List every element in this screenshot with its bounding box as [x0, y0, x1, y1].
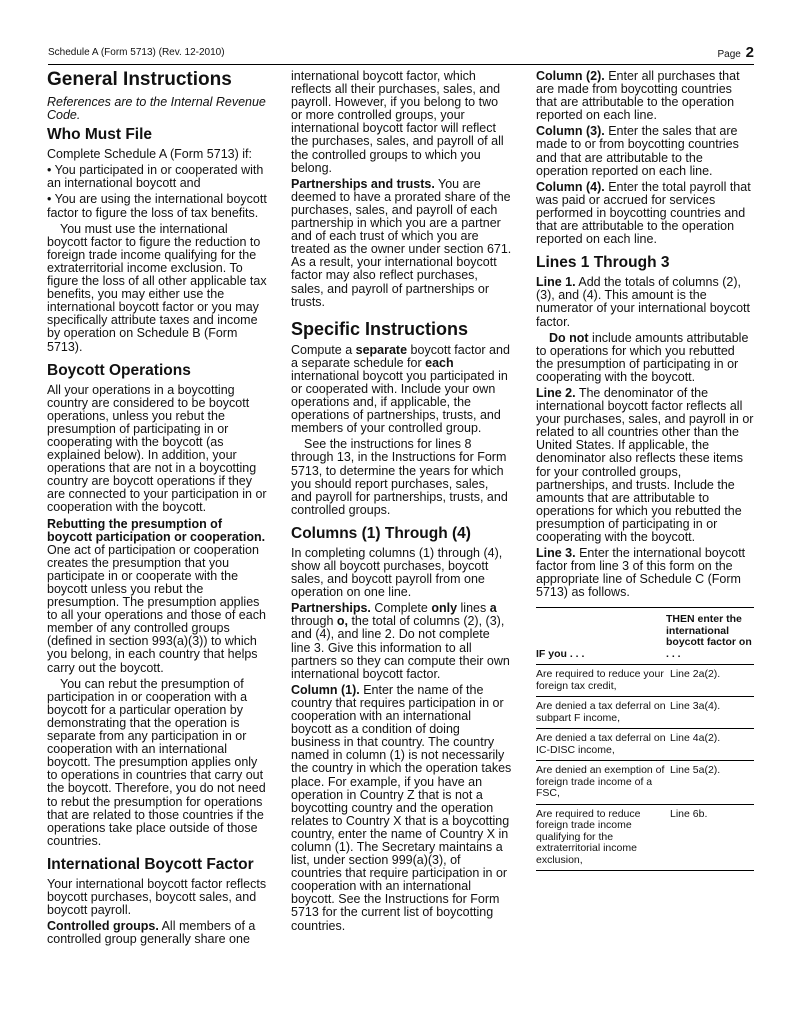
- table-row: Are denied a tax deferral on subpart F income, Line 3a(4).: [536, 697, 754, 729]
- ops-p1: All your operations in a boycotting country are considered to be boycott operations, unless you rebut the presumption of participating in or cooperating with the boycott (as explained below). In addition, your operations that are not in a boycotting country are boycott operations if they are connected to your participation in or cooperation with the boycott.: [47, 382, 267, 515]
- partnerships-p: Partnerships. Complete only lines a through o, the total of columns (2), (3), and (4), and line 2. Do not complete line 3. Give this information to all partners so they can compute their own international boycott factor.: [291, 601, 510, 681]
- table-row: Are required to reduce foreign trade income qualifying for the extraterritorial income exclusion, Line 6b.: [536, 805, 754, 872]
- table-header: [536, 607, 754, 665]
- intro-text: References are to the Internal Revenue Code.: [47, 95, 266, 123]
- who-bullet-1: • You participated in or cooperated with an international boycott and: [47, 163, 264, 191]
- specific-p1: Compute a separate boycott factor and a separate schedule for each international boycott you participated in or cooperated with. Include your own operations and, if applicable, the operations of partnerships, trusts, and members of your controlled group.: [291, 342, 510, 436]
- table-row: Are denied an exemption of foreign trade income of a FSC, Line 5a(2).: [536, 761, 754, 805]
- cont-p: international boycott factor, which reflects all their purchases, sales, and payroll. However, if you belong to two or more controlled groups, your international boycott factor will reflect the purchases, sales, and payroll of all the controlled groups to which you belong.: [291, 69, 504, 175]
- ibf-p1: Your international boycott factor reflects boycott purchases, boycott sales, and boycott payroll.: [47, 876, 267, 918]
- table-row: Are denied a tax deferral on IC-DISC income, Line 4a(2).: [536, 729, 754, 761]
- who-must-file-heading: Who Must File: [47, 126, 153, 144]
- form-identifier: Schedule A (Form 5713) (Rev. 12-2010): [48, 47, 225, 58]
- page-label: Page: [717, 49, 741, 60]
- who-p1: Complete Schedule A (Form 5713) if:: [47, 147, 252, 162]
- page-number: [718, 44, 754, 61]
- line-2-p: Line 2. The denominator of the international boycott factor reflects all your purchases, sales, and payroll in or related to all countries other than the United States. If applicable, the denominator also reflects these items for your controlled groups, partnerships, and trusts. Include the amounts that are attributable to operations for which you rebutted the presumption of participating in or cooperating with the boycott.: [536, 385, 754, 544]
- specific-instructions-heading: Specific Instructions: [291, 318, 469, 339]
- column-4-p: Column (4). Enter the total payroll that was paid or accrued for services performed in boycotting countries and that are attributable to the operation reported on each line.: [536, 179, 751, 247]
- column-2-p: Column (2). Enter all purchases that are made from boycotting countries that are attributable to the operation reported on each line.: [536, 69, 740, 123]
- rebut-p2: You can rebut the presumption of participation in or cooperation with a boycott for a particular operation by demonstrating that the operation is separate from any participation in or cooperation with an international boycott. The presumption applies only to operations in countries that carry out the boycott. Therefore, you do not need to rebut the presumption for operations that are related to those countries if the operations take place outside of those countries.: [47, 676, 266, 848]
- who-p2: You must use the international boycott factor to figure the reduction to foreign trade income qualifying for the extraterritorial income exclusion. To figure the loss of all other applicable tax benefits, you may either use the international boycott factor or you may specifically attribute taxes and income by operation on Schedule B (Form 5713).: [47, 221, 267, 354]
- lines-heading: Lines 1 Through 3: [536, 254, 670, 272]
- controlled-groups-p: Controlled groups. All members of a controlled group generally share one: [47, 919, 256, 947]
- column-3-p: Column (3). Enter the sales that are made to or from boycotting countries and that are attributable to the operation reported on each line.: [536, 124, 739, 178]
- boycott-operations-heading: Boycott Operations: [47, 361, 191, 379]
- factor-table: [536, 607, 754, 871]
- header-if: IF you . . .: [536, 647, 585, 660]
- rebut-p1: Rebutting the presumption of boycott participation or cooperation. One act of participation or cooperation creates the presumption that you participate in or cooperate with the boycott unless you rebut the presumption. The presumption applies to all your operations and those of each member of any controlled groups (defined in section 993(a)(3)) to which you belong, in each country that helps carry out the boycott.: [47, 516, 266, 675]
- table-row: Are required to reduce your foreign tax credit, Line 2a(2).: [536, 665, 754, 697]
- column-1: [47, 70, 267, 949]
- column-2: [291, 70, 512, 936]
- who-bullet-2: • You are using the international boycott factor to figure the loss of tax benefits.: [47, 192, 267, 220]
- line-1-p: Line 1. Add the totals of columns (2), (3), and (4). This amount is the numerator of your international boycott factor.: [536, 275, 751, 329]
- columns-p1: In completing columns (1) through (4), show all boycott purchases, boycott sales, and boycott payroll from one operation on one line.: [291, 545, 503, 600]
- page-header: [48, 44, 754, 65]
- general-instructions-heading: General Instructions: [47, 69, 232, 90]
- do-not-p: Do not include amounts attributable to operations for which you rebutted the presumption of participating in or cooperating with the boycott.: [536, 330, 749, 384]
- international-boycott-factor-heading: International Boycott Factor: [47, 855, 254, 873]
- partnerships-trusts-p: Partnerships and trusts. You are deemed to have a prorated share of the purchases, sales, and payroll of each partnership in which you are a partner and of each trust of which you are treated as the owner under section 671. As a result, your international boycott factor may also reflect purchases, sales, and payroll of partnerships or trusts.: [291, 176, 512, 309]
- line-3-p: Line 3. Enter the international boycott factor from line 3 of this form on the appropriate line of Schedule C (Form 5713) as follows.: [536, 546, 746, 600]
- column-1-p: Column (1). Enter the name of the country that requires participation in or cooperation with an international boycott as a condition of doing business in that country. The country named in column (1) is not necessarily the country in which the operation takes place. For example, if you have an operation in Country Z that is not a boycotting country and the operation relates to Country X that is a boycotting country, enter the name of Country X in column (1). The Secretary maintains a list, under section 999(a)(3), of countries that require participation in or cooperation with an international boycott. See the Instructions for Form 5713 for the current list of boycotting countries.: [291, 682, 512, 933]
- page-num: 2: [745, 44, 754, 61]
- column-3: [536, 70, 754, 871]
- header-then: THEN enter the international boycott factor on . . .: [666, 613, 752, 660]
- columns-heading: Columns (1) Through (4): [291, 524, 471, 542]
- specific-p2: See the instructions for lines 8 through 13, in the Instructions for Form 5713, to determine the years for which you should report purchases, sales, and payroll for partnerships, trusts, and controlled groups.: [291, 437, 508, 517]
